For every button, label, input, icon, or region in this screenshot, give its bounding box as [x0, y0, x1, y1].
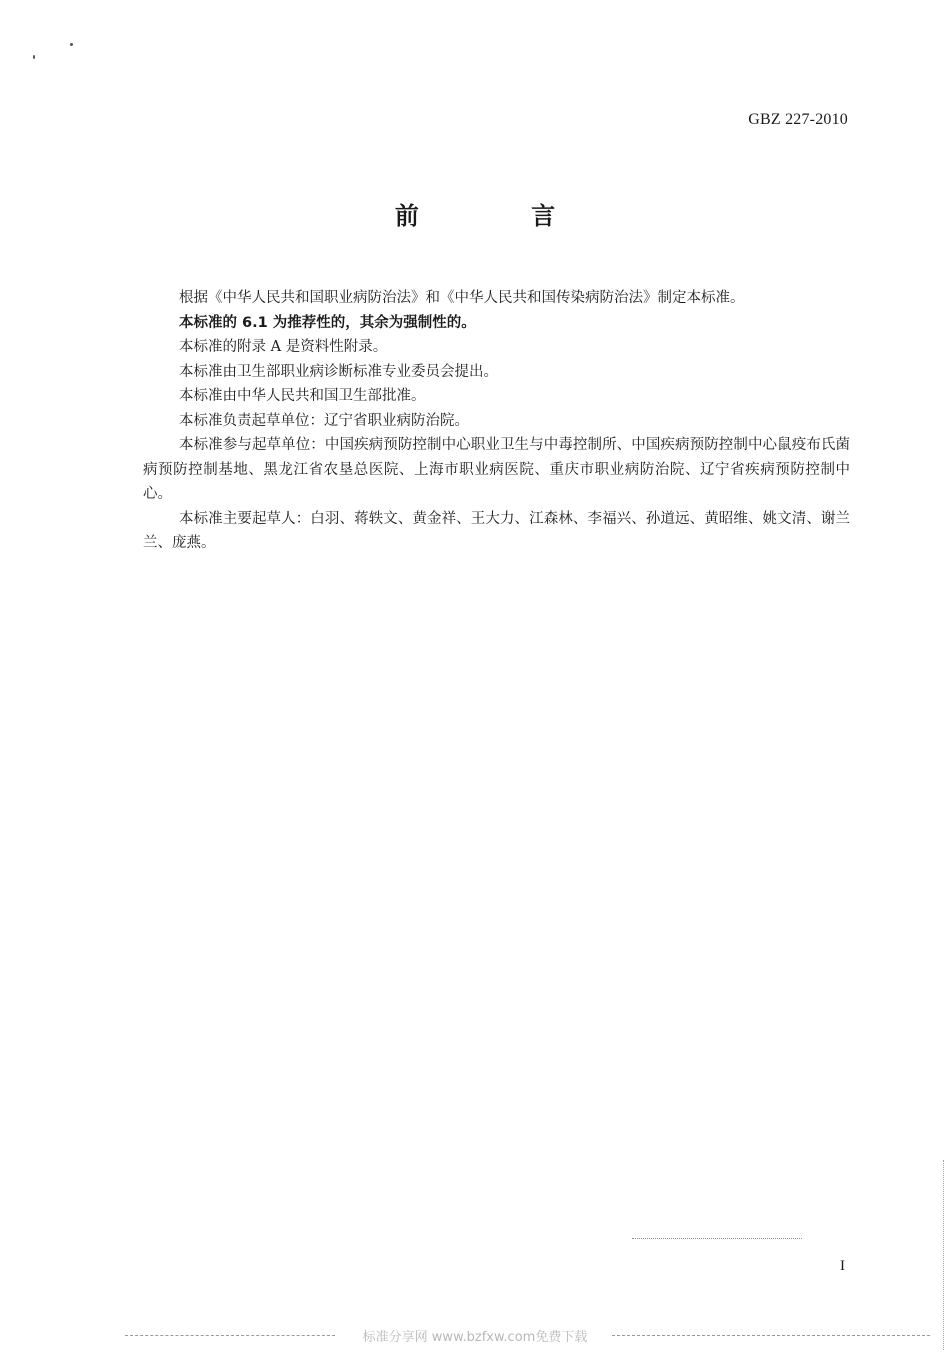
paragraph-main-drafters: 本标准主要起草人：白羽、蒋轶文、黄金祥、王大力、江森林、李福兴、孙道远、黄昭维、姚文清、谢兰兰、庞燕。 — [143, 510, 850, 551]
scan-speck — [70, 43, 73, 46]
paragraph-approved-by: 本标准由中华人民共和国卫生部批准。 — [179, 388, 426, 404]
page-number: I — [840, 1258, 845, 1274]
scan-speck — [33, 55, 35, 59]
section-title: 前 言 — [394, 202, 608, 230]
foreword-body — [143, 286, 850, 556]
paragraph-recommended-clause: 本标准的 6.1 为推荐性的，其余为强制性的。 — [179, 314, 476, 331]
paragraph-participating-drafters: 本标准参与起草单位：中国疾病预防控制中心职业卫生与中毒控制所、中国疾病预防控制中心鼠疫布氏菌病预防控制基地、黑龙江省农垦总医院、上海市职业病医院、重庆市职业病防治院、辽宁省疾病预防控制中心。 — [143, 437, 850, 502]
paragraph-proposed-by: 本标准由卫生部职业病诊断标准专业委员会提出。 — [179, 363, 498, 380]
standard-number: GBZ 227-2010 — [748, 111, 848, 128]
watermark: 标准分享网 www.bzfxw.com免费下载 — [362, 1330, 588, 1345]
paragraph-appendix: 本标准的附录 A 是资料性附录。 — [179, 339, 388, 355]
scan-noise — [632, 1238, 802, 1247]
paragraph-legal-basis: 根据《中华人民共和国职业病防治法》和《中华人民共和国传染病防治法》制定本标准。 — [179, 290, 745, 306]
paragraph-lead-drafter: 本标准负责起草单位：辽宁省职业病防治院。 — [179, 412, 469, 429]
scan-edge-noise — [943, 1160, 946, 1350]
